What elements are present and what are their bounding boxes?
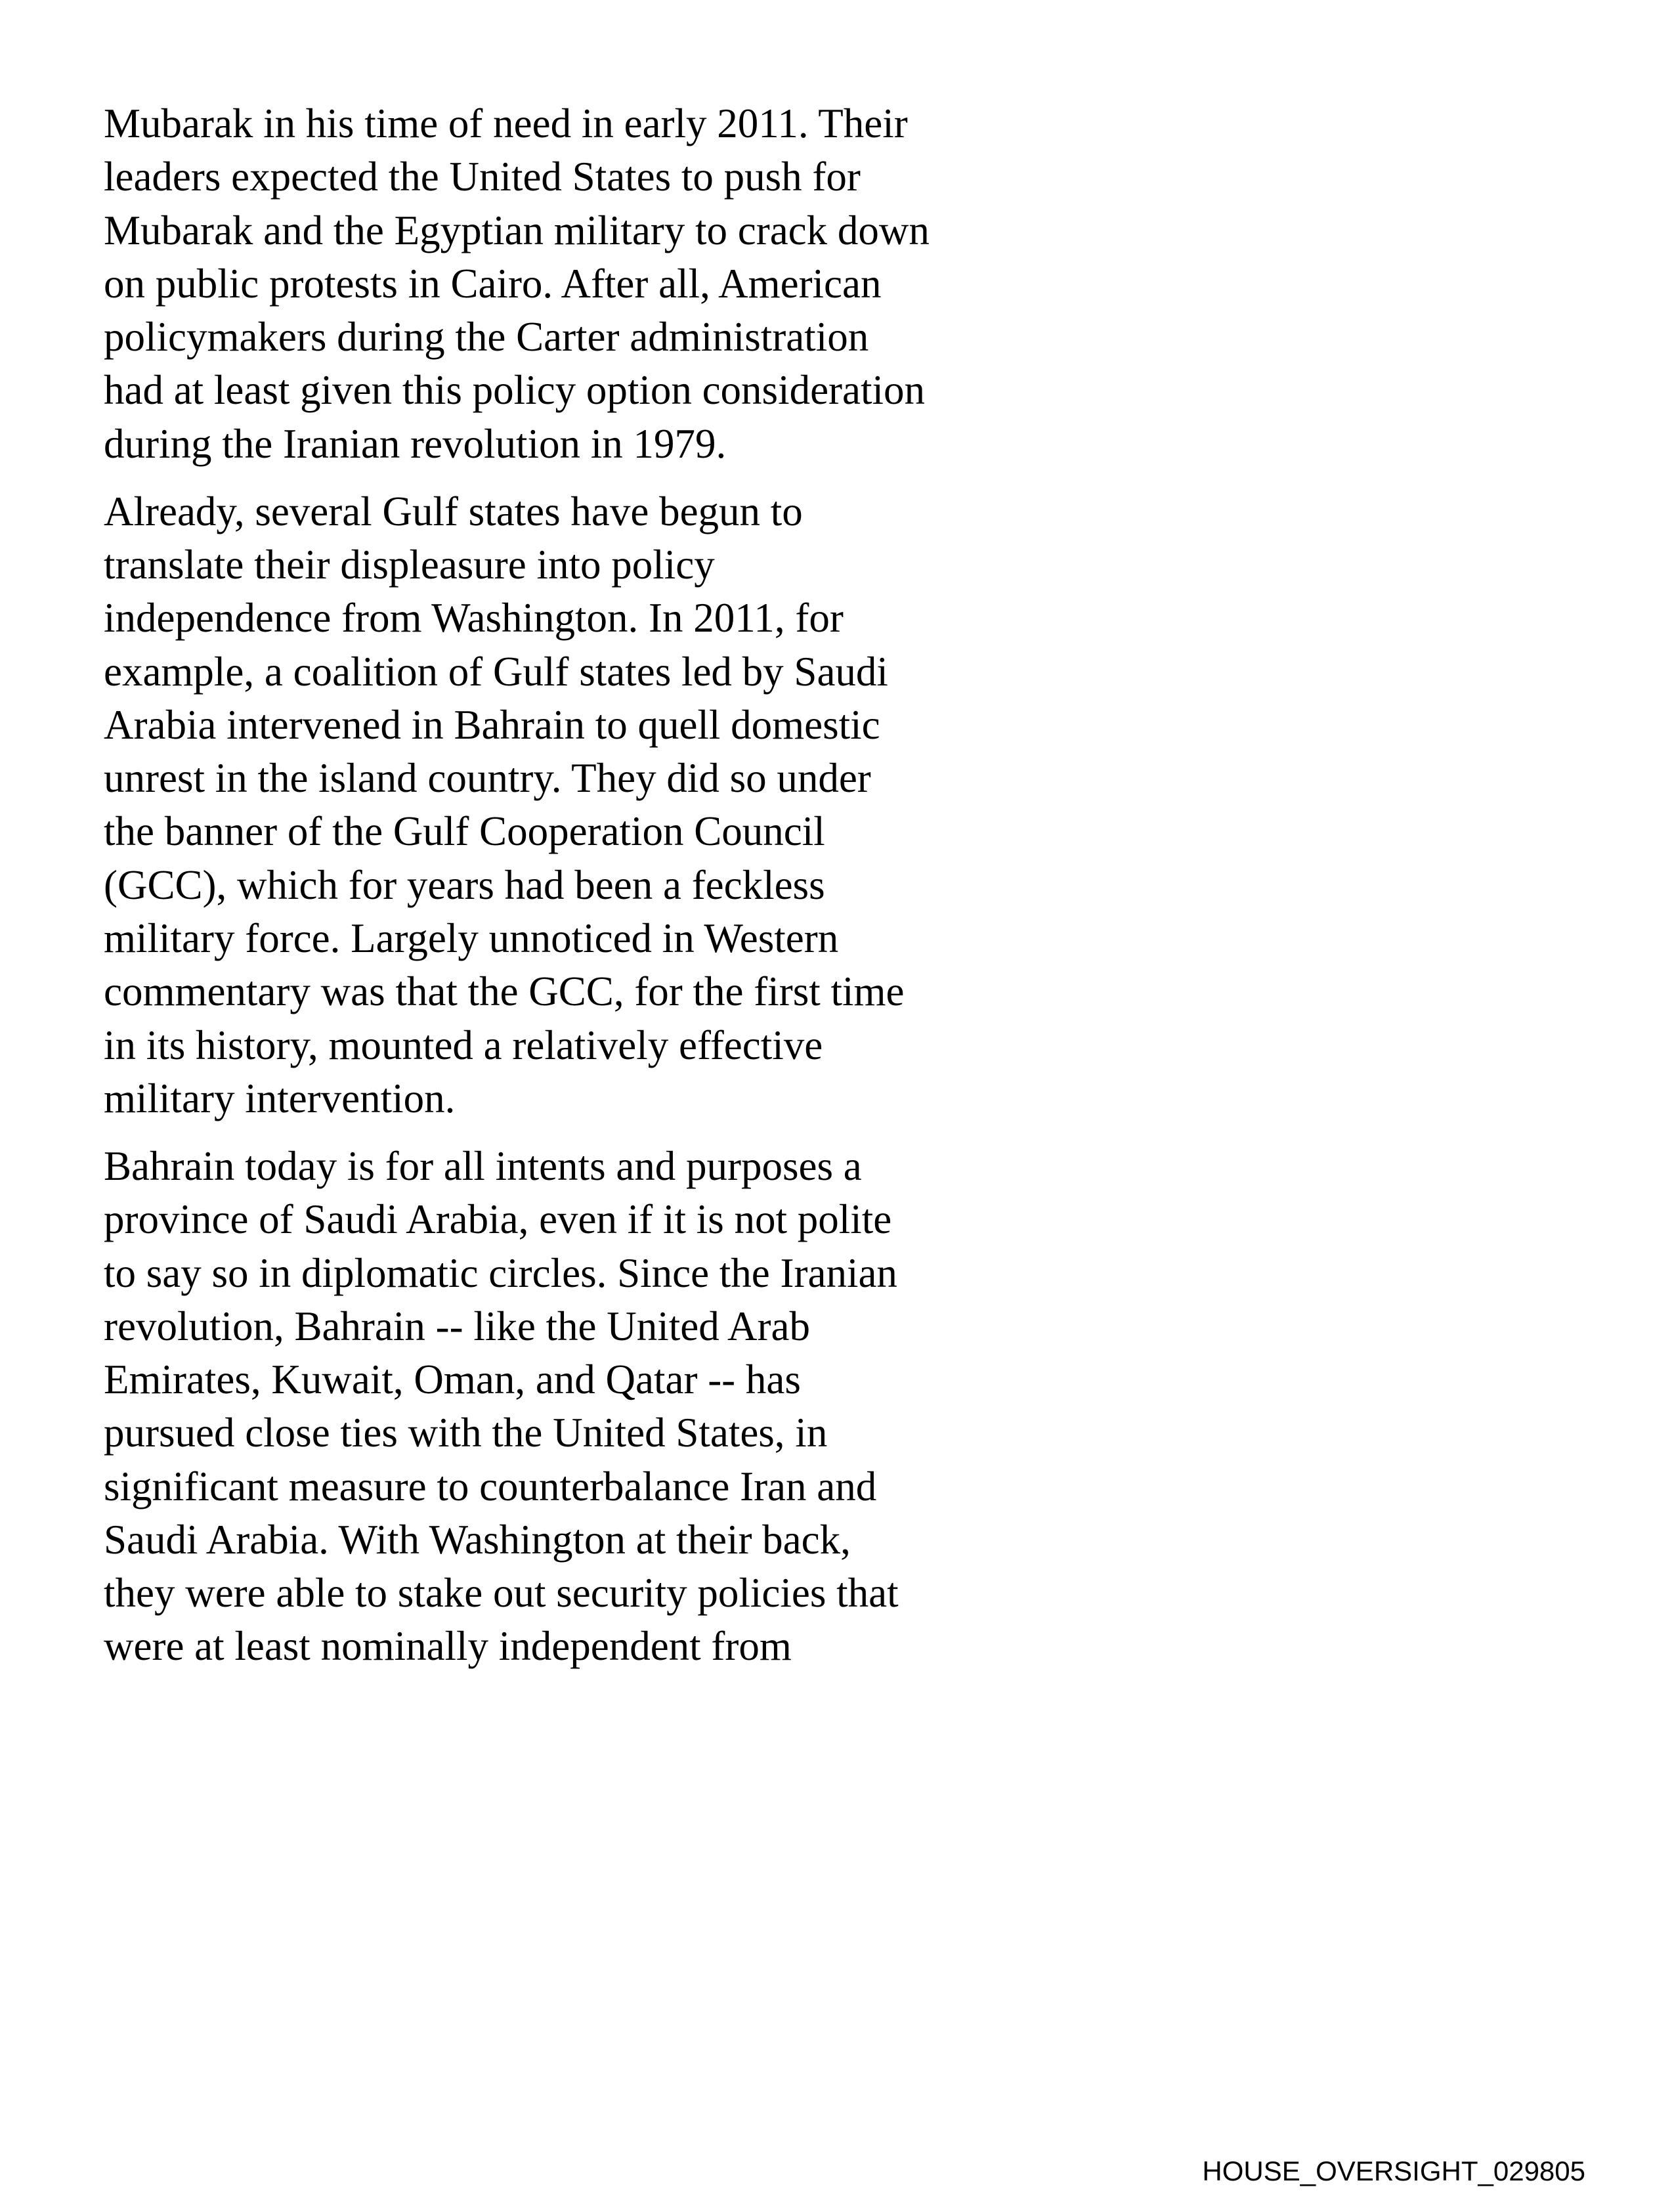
body-text-column [104, 97, 931, 1688]
paragraph-2: Already, several Gulf states have begun to translate their displeasure into policy independence from Washington. In 2011, for example, a coalition of Gulf states led by Saudi Arabia intervened in Bahrain to quell domestic unrest in the island country. They did so under the banner of the Gulf Cooperation Council (GCC), which for years had been a feckless military force. Largely unnoticed in Western commentary was that the GCC, for the first time in its history, mounted a relatively effective military intervention. [104, 488, 905, 1121]
bates-number: HOUSE_OVERSIGHT_029805 [1202, 2156, 1585, 2186]
paragraph-1: Mubarak in his time of need in early 2011. Their leaders expected the United States to push for Mubarak and the Egyptian military to crack down on public protests in Cairo. After all, American policymakers during the Carter administration had at least given this policy option consideration during the Iranian revolution in 1979. [104, 100, 930, 467]
paragraph-3: Bahrain today is for all intents and purposes a province of Saudi Arabia, even if it is not polite to say so in diplomatic circles. Since the Iranian revolution, Bahrain -- like the United Arab Emirates, Kuwait, Oman, and Qatar -- has pursued close ties with the United States, in significant measure to counterbalance Iran and Saudi Arabia. With Washington at their back, they were able to stake out security policies that were at least nominally independent from [104, 1143, 899, 1670]
